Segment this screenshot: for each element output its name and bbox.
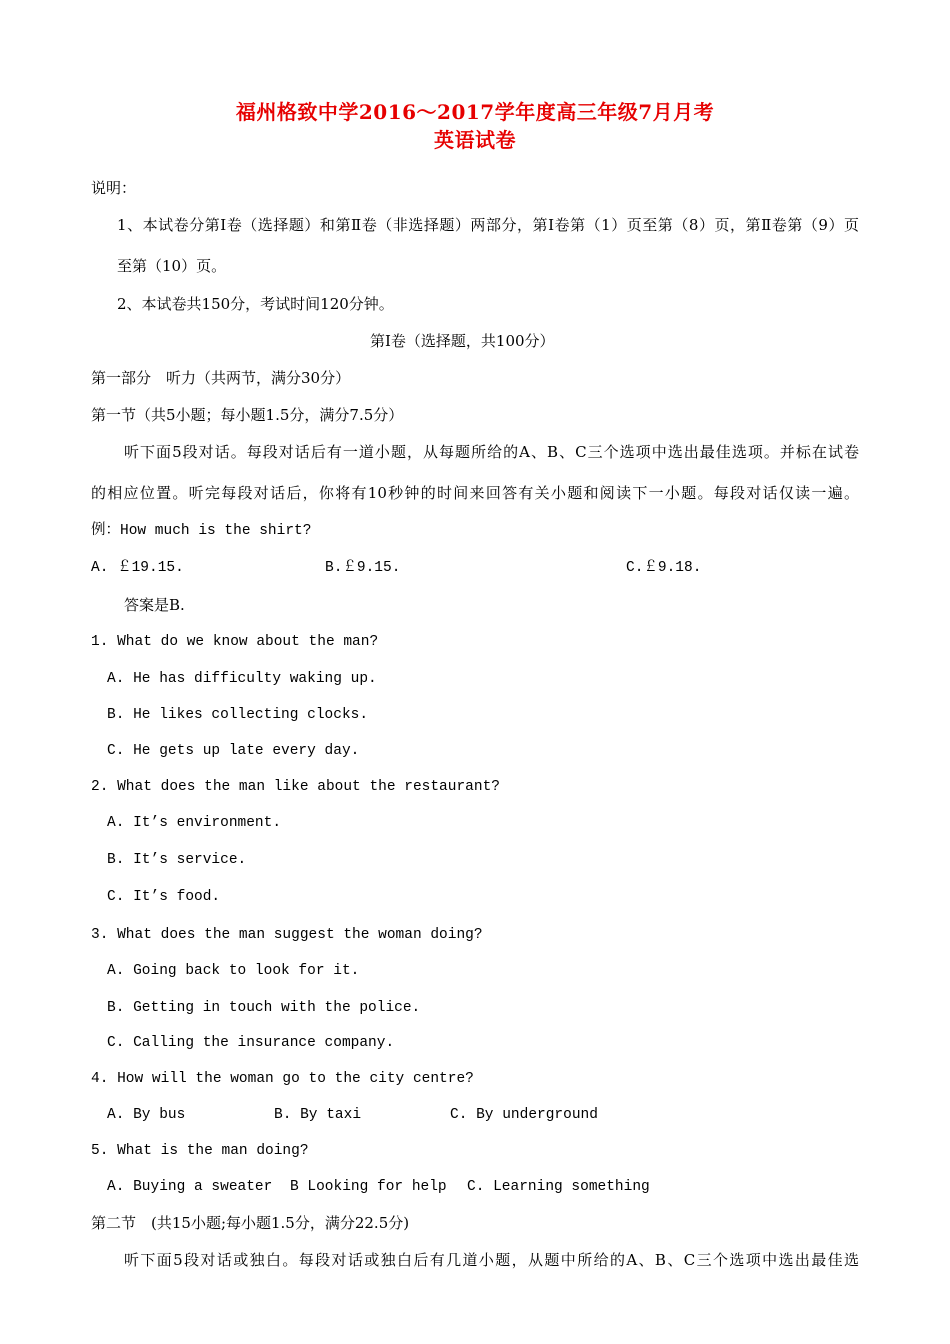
question-1-option-a: A. He has difficulty waking up. [107,671,377,687]
question-3-option-a: A. Going back to look for it. [107,963,360,979]
question-2-option-c: C. It’s food. [107,889,221,905]
question-5-option-a: A. Buying a sweater [107,1179,273,1195]
section-two-heading: 第二节 (共15小题;每小题1.5分，满分22.5分) [91,1214,410,1232]
question-1-stem: 1. What do we know about the man? [91,634,379,650]
example-answer: 答案是B. [124,596,185,614]
example-option-c: C.￡9.18. [626,560,702,576]
question-4-option-a: A. By bus [107,1107,186,1123]
question-4-option-b: B. By taxi [274,1107,362,1123]
question-5-option-c: C. Learning something [467,1179,650,1195]
instructions-item2: 2、本试卷共150分，考试时间120分钟。 [117,295,394,313]
part-one-heading: 第一部分 听力（共两节，满分30分） [91,369,351,387]
section-one-directions-line1: 听下面5段对话。每段对话后有一道小题，从每题所给的A、B、C三个选项中选出最佳选项。并标在试卷 [124,443,859,461]
question-2-option-b: B. It’s service. [107,852,247,868]
question-5-option-b: B Looking for help [290,1179,447,1195]
instructions-heading: 说明： [91,179,137,197]
question-4-option-c: C. By underground [450,1107,598,1123]
instructions-item1-line1: 1、本试卷分第Ⅰ卷（选择题）和第Ⅱ卷（非选择题）两部分，第Ⅰ卷第（1）页至第（8）页，第Ⅱ卷第（9）页 [117,216,859,234]
question-1-option-c: C. He gets up late every day. [107,743,360,759]
question-5-stem: 5. What is the man doing? [91,1143,309,1159]
question-3-option-b: B. Getting in touch with the police. [107,1000,421,1016]
question-2-stem: 2. What does the man like about the restaurant? [91,779,500,795]
question-4-stem: 4. How will the woman go to the city centre? [91,1071,474,1087]
question-2-option-a: A. It’s environment. [107,815,282,831]
question-3-option-c: C. Calling the insurance company. [107,1035,395,1051]
example-option-a: A. ￡19.15. [91,560,184,576]
exam-title-line2: 英语试卷 [434,128,516,152]
example-option-b: B.￡9.15. [325,560,401,576]
example-question: 例：How much is the shirt? [91,523,312,539]
section-two-directions-line1: 听下面5段对话或独白。每段对话或独白后有几道小题，从题中所给的A、B、C三个选项中选出最佳选 [124,1251,859,1269]
section-one-directions-line2: 的相应位置。听完每段对话后，你将有10秒钟的时间来回答有关小题和阅读下一小题。每段对话仅读一遍。 [91,484,859,502]
volume-one-title: 第Ⅰ卷（选择题，共100分） [370,332,555,350]
question-3-stem: 3. What does the man suggest the woman doing? [91,927,483,943]
section-one-heading: 第一节（共5小题；每小题1.5分，满分7.5分） [91,406,404,424]
question-1-option-b: B. He likes collecting clocks. [107,707,369,723]
instructions-item1-line2: 至第（10）页。 [117,257,227,275]
exam-title-line1: 福州格致中学2016～2017学年度高三年级7月月考 [235,100,715,124]
